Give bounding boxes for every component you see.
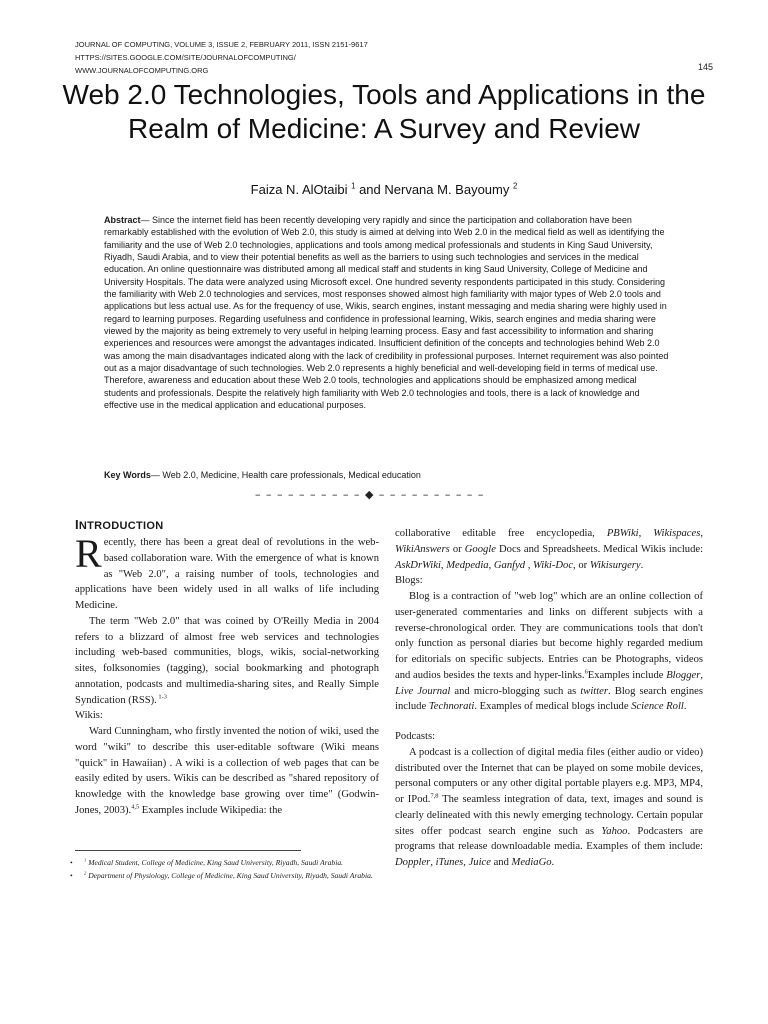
footnote-text: Medical Student, College of Medicine, King Saud University, Riyadh, Saudi Arabia.	[88, 858, 344, 867]
example-itunes: iTunes	[435, 857, 464, 868]
citation-ref: 4,5	[131, 803, 140, 811]
text-run: ,	[463, 857, 469, 868]
text-run: ,	[430, 857, 436, 868]
footnotes	[70, 857, 380, 883]
text-run: .	[551, 857, 555, 868]
text-run: A podcast is a collection of digital media files (either audio or video) distributed over the Internet that can be played on some mobile devices, personal computers or any other digital portable players e.g. MP3, MP4, or IPod.	[395, 746, 703, 805]
podcasts-paragraph	[395, 745, 703, 871]
blogs-paragraph	[395, 589, 703, 715]
bullet-icon: •	[70, 858, 73, 867]
example-ganfyd: Ganfyd	[493, 559, 526, 571]
citation-ref: 6	[584, 668, 588, 676]
keywords	[104, 469, 670, 481]
paper-title: Web 2.0 Technologies, Tools and Applications in the Realm of Medicine: A Survey and Review	[62, 79, 706, 144]
intro-paragraph-3	[75, 724, 379, 819]
keywords-label: Key Words	[104, 470, 151, 480]
text-run: Docs and Spreadsheets. Medical Wikis include:	[495, 543, 704, 555]
example-google: Google	[464, 543, 496, 555]
podcasts-label: Podcasts:	[395, 731, 436, 742]
footnote-2	[70, 870, 380, 881]
text-run: and	[490, 857, 512, 868]
wikis-label: Wikis:	[75, 710, 103, 722]
example-askdrwiki: AskDrWiki	[395, 559, 441, 571]
example-blogger: Blogger	[666, 669, 701, 681]
intro-p1-text: ecently, there has been a great deal of revolutions in the web-based collaboration ware. With the emergence of what is known as "Web 2.0", a raising number of tools, technologies and applications have been widely used in all walks of life including Medicine.	[75, 537, 379, 611]
page-number: 145	[697, 62, 713, 72]
example-wikispaces: Wikispaces	[653, 528, 701, 539]
example-yahoo: Yahoo	[601, 825, 628, 837]
author-line	[60, 182, 708, 197]
example-wikisurgery: Wikisurgery	[589, 559, 641, 571]
example-livejournal: Live Journal	[395, 685, 451, 697]
example-doppler: Doppler	[395, 857, 431, 868]
example-mediago: MediaGo	[511, 857, 552, 868]
paragraph-gap	[395, 715, 703, 729]
text-run: or	[449, 543, 465, 555]
footnote-text: Department of Physiology, College of Medicine, King Saud University, Riyadh, Saudi Arabia.	[88, 871, 373, 880]
intro-p2-text: The term "Web 2.0" that was coined by O'Reilly Media in 2004 refers to a blizzard of almost free web services and technologies including web-based communities, blogs, wikis, social-networking sites, folksonomies (tagging), social bookmarking and photograph annotation, podcasts and multimedia-sharing sites, and Really Simple Syndication (RSS).	[75, 615, 379, 706]
right-column	[395, 526, 703, 871]
example-medpedia: Medpedia	[446, 559, 489, 571]
intro-paragraph-1	[75, 531, 379, 614]
text-run: collaborative editable free encyclopedia,	[395, 528, 607, 539]
text-run: ,	[700, 669, 703, 681]
example-juice: Juice	[468, 857, 491, 868]
example-wikidoc: Wiki-Doc	[533, 559, 574, 571]
keywords-dash: —	[150, 470, 163, 480]
text-run: .	[683, 701, 687, 713]
example-technorati: Technorati	[428, 701, 475, 713]
abstract-text: Since the internet field has been recently developing very rapidly and since the participation and collaboration have been remarkably established with the evolution of Web 2.0, this study is aimed at delving into Web 2.0 in the medical field as well as identifying the familiarity and the use of Web 2.0 technologies, applications and tools among medical professionals and students in King Saud University, Riyadh, Saudi Arabia, and to view their potential benefits as well as the barriers to using such technologies and services in the medical education. An online questionnaire was distributed among all medical staff and students in king Saud University, College of Medicine and University Hospitals. The data were analyzed using Microsoft excel. One hundred seventy respondents participated in this study. Considering the familiarity with Web 2.0 technologies and services, most responses showed almost high familiarity with major types of Web 2.0 tools and applications but less actual use. As for the frequency of use, Wikis, search engines, instant messaging and media sharing were highly used in regard to learning purposes. Regarding usefulness and confidence in professional learning, Wikis, search engines and media sharing were viewed by the majority as being extremely to very useful in helping learning process. Easy and fast accessibility to information and sharing experiences and resources were amongst the advantages indicated. Insufficient definition of the concepts and technologies behind Web 2.0 was among the main disadvantages indicated along with the lack of credibility in professional purposes. Internet requirement was also pointed out as a major disadvantage of such technologies. Web 2.0 represents a highly beneficial and well-developing field in terms of medical use. Therefore, awareness and education about these Web 2.0 tools, technologies and applications should be emphasized among medical students and professionals. Despite the relatively high familiarity with Web 2.0 technologies and tools, there is a lack of knowledge and effective use in the medical application and educational purposes.	[104, 215, 669, 411]
left-column	[75, 531, 379, 819]
text-run: Examples include	[587, 669, 667, 681]
footnote-mark: 2	[84, 870, 87, 876]
footnote-mark: 1	[84, 857, 87, 863]
text-run: ,	[525, 559, 534, 571]
text-run: ,	[638, 528, 654, 539]
example-pbwiki: PBWiki	[606, 528, 639, 539]
text-run: ,	[488, 559, 494, 571]
blogs-label: Blogs:	[395, 575, 423, 587]
text-run: and micro-blogging such as	[450, 685, 581, 697]
author-2-affiliation: 2	[513, 181, 518, 191]
author-2: Nervana M. Bayoumy	[384, 182, 510, 197]
text-run: . Examples of medical blogs include	[474, 701, 632, 713]
intro-p3-end: Examples include Wikipedia: the	[139, 804, 283, 816]
wikis-continued-paragraph	[395, 526, 703, 573]
text-run: ,	[440, 559, 447, 571]
heading-rest: NTRODUCTION	[78, 520, 164, 532]
author-1: Faiza N. AlOtaibi	[250, 182, 348, 197]
abstract-label: Abstract	[104, 215, 141, 225]
bullet-icon: •	[70, 871, 73, 880]
section-divider: – – – – – – – – – – ◆ – – – – – – – – – –	[255, 488, 485, 501]
journal-header	[75, 38, 368, 77]
abstract-dash: —	[140, 215, 153, 225]
text-run: Blog is a contraction of "web log" which are an online collection of user-generated commentaries and links on different subjects with a reverse-chronological order. They are communications tools that don't only function as personal diaries but become highly regarded medium for editorials on specific subjects. Entries can be Photographs, videos and audios besides the texts and hyper-links.	[395, 591, 703, 681]
text-run: . Podcasters are programs that release downloadable media. Examples of them include:	[395, 825, 703, 853]
text-run: The seamless integration of data, text, images and sound is clearly delineated with this newly emerging technology. Certain popular sites offer podcast search engine such as	[395, 794, 703, 837]
text-run: . Blog search engines include	[395, 685, 704, 713]
journal-website[interactable]: WWW.JOURNALOFCOMPUTING.ORG	[75, 66, 209, 75]
text-run: ,	[700, 528, 703, 539]
intro-paragraph-2	[75, 614, 379, 709]
author-1-affiliation: 1	[351, 181, 356, 191]
example-twitter: twitter	[580, 685, 608, 697]
example-wikianswers: WikiAnswers	[395, 543, 450, 555]
example-scienceroll: Science Roll	[631, 701, 684, 713]
footnote-rule	[75, 850, 301, 851]
introduction-heading	[75, 517, 164, 532]
citation-ref: 7,8	[430, 792, 439, 800]
footnote-1	[70, 857, 380, 868]
author-conjunction: and	[355, 182, 385, 197]
text-run: .	[640, 559, 644, 571]
abstract	[104, 214, 670, 412]
drop-cap: R	[75, 531, 102, 576]
intro-p3-text: Ward Cunningham, who firstly invented the notion of wiki, used the word "wiki" to describe this user-editable software (Wiki means "quick" in Hawaiian) . A wiki is a collection of web pages that can be easily edited by users. Wikis can be described as "shared repository of knowledge with the knowledge base growing over time" (Godwin-Jones, 2003).	[75, 726, 379, 816]
journal-citation: JOURNAL OF COMPUTING, VOLUME 3, ISSUE 2, FEBRUARY 2011, ISSN 2151-9617	[75, 40, 368, 49]
heading-initial: I	[75, 517, 79, 532]
citation-ref: 1-3	[156, 692, 167, 700]
journal-url[interactable]: HTTPS://SITES.GOOGLE.COM/SITE/JOURNALOFCOMPUTING/	[75, 53, 296, 62]
keywords-text: Web 2.0, Medicine, Health care professionals, Medical education	[162, 470, 421, 480]
text-run: , or	[573, 559, 590, 571]
